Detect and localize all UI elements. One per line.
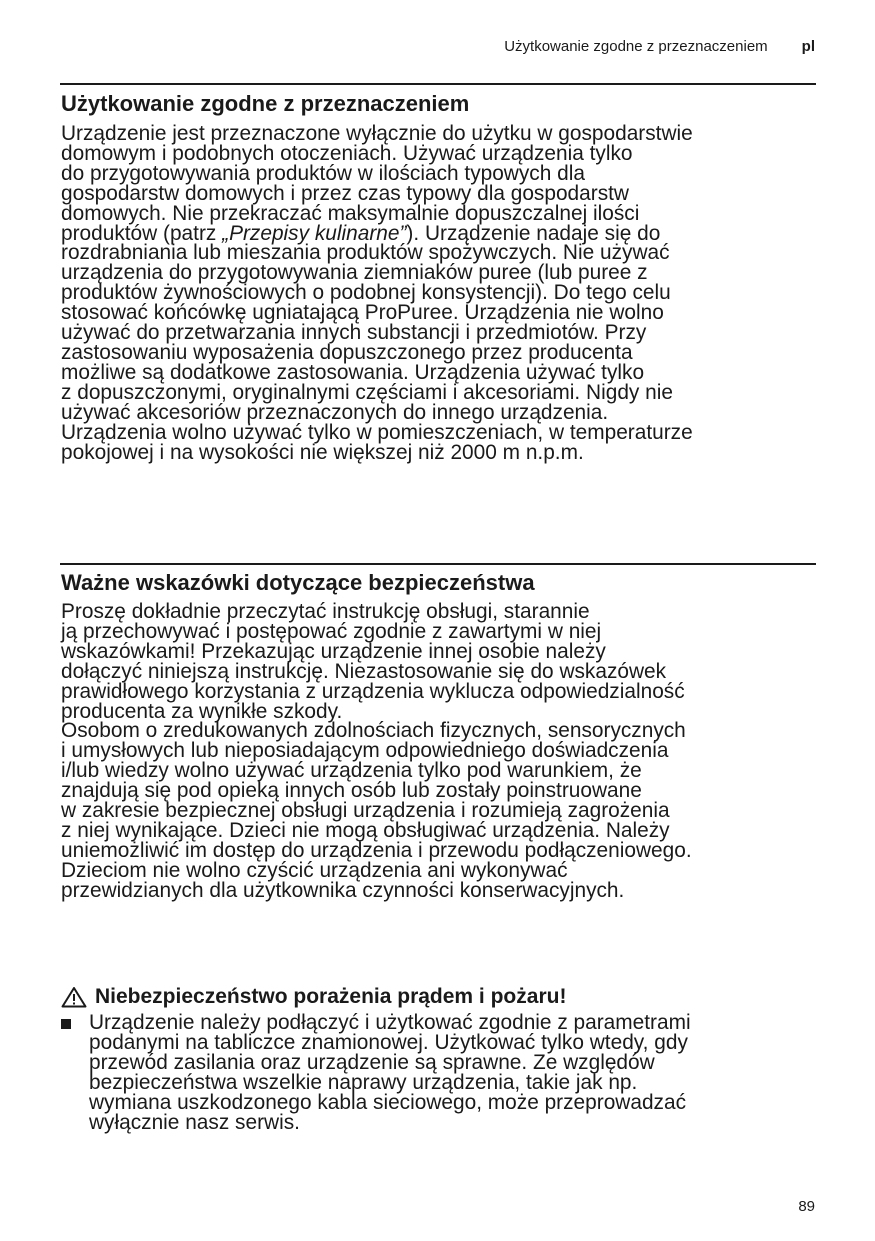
- text-line: bezpieczeństwa wszelkie naprawy urządzenia, takie jak np.: [89, 1069, 638, 1094]
- bullet-square-icon: [61, 1019, 71, 1029]
- text-line: z dopuszczonymi, oryginalnymi częściami i akcesoriami. Nigdy nie: [61, 379, 673, 404]
- text-line: pokojowej i na wysokości nie większej niż 2000 m n.p.m.: [61, 439, 584, 464]
- text-line: prawidłowego korzystania z urządzenia wyklucza odpowiedzialność: [61, 678, 685, 703]
- section-body: [61, 121, 712, 464]
- section-title: Użytkowanie zgodne z przeznaczeniem: [61, 91, 470, 116]
- text-line: stosować końcówkę ugniatającą ProPuree. Urządzenia nie wolno: [61, 300, 664, 325]
- text-after: ). Urządzenie nadaje się do: [406, 220, 661, 245]
- text-line: znajdują się pod opieką innych osób lub zostały poinstruowane: [61, 778, 642, 803]
- section-title: Ważne wskazówki dotyczące bezpieczeństwa: [61, 570, 535, 595]
- section-divider: [60, 83, 816, 85]
- text-line: i/lub wiedzy wolno używać urządzenia tylko pod warunkiem, że: [61, 758, 642, 783]
- text-line: wymiana uszkodzonego kabla sieciowego, może przeprowadzać: [89, 1089, 687, 1114]
- text-line: Urządzenie jest przeznaczone wyłącznie do użytku w gospodarstwie: [61, 121, 693, 145]
- text-line: dołączyć niniejszą instrukcję. Niezastosowanie się do wskazówek: [61, 658, 667, 683]
- text-line: do przygotowywania produktów w ilościach typowych dla: [61, 160, 585, 185]
- text-line: domowych. Nie przekraczać maksymalnie dopuszczalnej ilości: [61, 200, 640, 225]
- text-line: gospodarstw domowych i przez czas typowy dla gospodarstw: [61, 180, 629, 205]
- text-line: Urządzenie należy podłączyć i użytkować zgodnie z parametrami: [89, 1010, 691, 1034]
- text-line: używać do przetwarzania innych substancji i przedmiotów. Przy: [61, 320, 647, 345]
- text-line: zastosowaniu wyposażenia dopuszczonego przez producenta: [61, 339, 633, 364]
- text-line: możliwe są dodatkowe zastosowania. Urządzenia używać tylko: [61, 359, 645, 384]
- text-line: przewód zasilania oraz urządzenie są sprawne. Ze względów: [89, 1049, 655, 1074]
- text-before: produktów (patrz: [61, 220, 223, 245]
- warning-title: Niebezpieczeństwo porażenia prądem i pożaru!: [95, 985, 567, 1008]
- page-number: 89: [798, 1198, 815, 1215]
- list-item: [61, 1010, 709, 1134]
- header-section-title: Użytkowanie zgodne z przeznaczeniem: [504, 38, 768, 55]
- text-line: uniemożliwić im dostęp do urządzenia i przewodu podłączeniowego.: [61, 837, 692, 862]
- text-line: rozdrabniania lub mieszania produktów spożywczych. Nie używać: [61, 240, 670, 265]
- text-line: domowym i podobnych otoczeniach. Używać urządzenia tylko: [61, 140, 633, 165]
- text-line: Proszę dokładnie przeczytać instrukcję obsługi, starannie: [61, 599, 590, 623]
- text-line: produktów żywnościowych o podobnej konsystencji). Do tego celu: [61, 280, 671, 305]
- text-line: i umysłowych lub nieposiadającym odpowiedniego doświadczenia: [61, 738, 669, 763]
- text-italic: „Przepisy kulinarne”: [222, 220, 407, 245]
- warning-heading: [61, 985, 566, 1009]
- section-body: [61, 599, 711, 902]
- running-header: [504, 38, 815, 55]
- text-line: z niej wynikające. Dzieci nie mogą obsługiwać urządzenia. Należy: [61, 817, 670, 842]
- text-line: ją przechowywać i postępować zgodnie z zawartymi w niej: [61, 618, 602, 643]
- text-line: Urządzenia wolno używać tylko w pomieszczeniach, w temperaturze: [61, 419, 693, 444]
- text-line: używać akcesoriów przeznaczonych do innego urządzenia.: [61, 399, 609, 424]
- text-line: Osobom o zredukowanych zdolnościach fizycznych, sensorycznych: [61, 718, 686, 743]
- text-line: urządzenia do przygotowywania ziemniaków puree (lub puree z: [61, 260, 648, 285]
- header-language: pl: [801, 38, 815, 55]
- text-line: Dzieciom nie wolno czyścić urządzenia ani wykonywać: [61, 857, 568, 882]
- text-line: wyłącznie nasz serwis.: [89, 1109, 300, 1134]
- section-divider: [60, 563, 816, 565]
- text-line: podanymi na tabliczce znamionowej. Użytkować tylko wtedy, gdy: [89, 1029, 688, 1054]
- text-line: przewidzianych dla użytkownika czynności konserwacyjnych.: [61, 877, 625, 902]
- warning-triangle-icon: [61, 986, 87, 1008]
- text-line: wskazówkami! Przekazując urządzenie innej osobie należy: [61, 638, 606, 663]
- text-line: producenta za wynikłe szkody.: [61, 698, 343, 723]
- text-line: w zakresie bezpiecznej obsługi urządzenia i rozumieją zagrożenia: [61, 798, 670, 823]
